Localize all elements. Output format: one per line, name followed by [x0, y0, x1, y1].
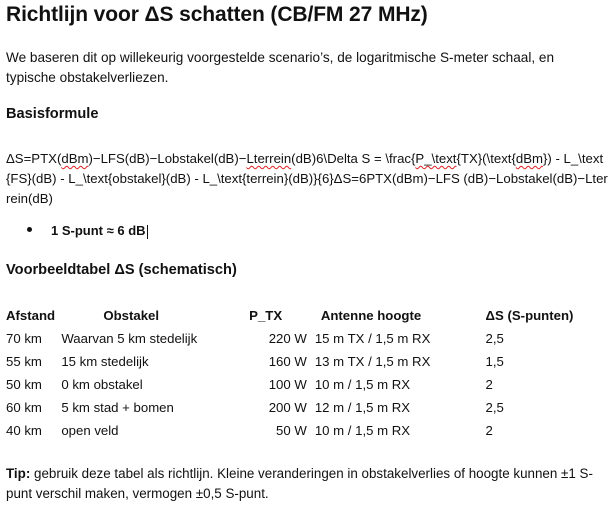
cell-obstakel: 15 km stedelijk — [61, 354, 149, 369]
formula-text: }) - L_\text{FS}(dB) - L_\text{obstakel}(dB) - L_\text{terrein}(dB)}{6}ΔS=6PTX(dBm)−LFS (dB)−Lobstakel(dB)−Lterrein(dB) — [6, 151, 608, 206]
bullet-text: 1 S-punt ≈ 6 dB — [51, 223, 146, 238]
intro-paragraph: We baseren dit op willekeurig voorgestelde scenario’s, de logaritmische S-meter schaal, en typische obstakelverliezen. — [6, 50, 555, 85]
formula-paragraph — [6, 149, 610, 209]
cell-afstand: 50 km — [6, 377, 42, 392]
text-cursor — [147, 225, 148, 239]
spelling-flagged-text: P_\text — [415, 151, 457, 166]
cell-ptx: 160 W — [268, 354, 307, 369]
cell-antenne-hoogte: 10 m / 1,5 m RX — [314, 377, 411, 392]
document-title: Richtlijn voor ΔS schatten (CB/FM 27 MHz) — [6, 3, 428, 26]
formula-text: ΔS=PTX( — [6, 151, 62, 166]
cell-afstand: 55 km — [6, 354, 42, 369]
formula-text: {TX}(\text{ — [456, 151, 516, 166]
cell-ptx: 220 W — [268, 331, 307, 346]
spelling-flagged-text: Lterrein — [246, 151, 292, 166]
tip-text: gebruik deze tabel als richtlijn. Kleine veranderingen in obstakelverlies of hoogte kunnen ±1 S-punt verschil maken, vermogen ±0,5 S-punt. — [6, 466, 593, 501]
cell-antenne-hoogte: 13 m TX / 1,5 m RX — [314, 354, 431, 369]
table-row — [6, 396, 610, 419]
bullet-item — [27, 223, 148, 239]
cell-ptx: 50 W — [276, 423, 307, 438]
cell-antenne-hoogte: 10 m / 1,5 m RX — [314, 423, 411, 438]
cell-delta-s: 2,5 — [485, 331, 504, 346]
cell-ptx: 100 W — [268, 377, 307, 392]
table-row — [6, 419, 610, 442]
bullet-icon — [27, 227, 32, 232]
example-table — [6, 304, 610, 442]
formula-heading: Basisformule — [6, 106, 99, 122]
cell-delta-s: 2 — [485, 423, 493, 438]
table-row — [6, 327, 610, 350]
cell-afstand: 70 km — [6, 331, 42, 346]
table-heading: Voorbeeldtabel ΔS (schematisch) — [6, 262, 237, 278]
tip-label: Tip: — [6, 466, 31, 481]
formula-text: )−LFS(dB)−Lobstakel(dB)− — [88, 151, 247, 166]
formula-text: (dB)6\Delta S = \frac{ — [291, 151, 416, 166]
table-header-row — [6, 304, 610, 327]
cell-antenne-hoogte: 12 m / 1,5 m RX — [314, 400, 411, 415]
cell-ptx: 200 W — [268, 400, 307, 415]
cell-afstand: 60 km — [6, 400, 42, 415]
cell-delta-s: 1,5 — [485, 354, 504, 369]
cell-obstakel: 0 km obstakel — [61, 377, 143, 392]
table-row — [6, 350, 610, 373]
cell-obstakel: 5 km stad + bomen — [61, 400, 174, 415]
spelling-flagged-text: dBm — [515, 151, 543, 166]
cell-antenne-hoogte: 15 m TX / 1,5 m RX — [314, 331, 431, 346]
column-header-obstakel: Obstakel — [103, 308, 160, 323]
cell-afstand: 40 km — [6, 423, 42, 438]
spelling-flagged-text: dBm — [61, 151, 89, 166]
column-header-afstand: Afstand — [6, 308, 56, 323]
table-row — [6, 373, 610, 396]
cell-obstakel: Waarvan 5 km stedelijk — [61, 331, 198, 346]
tip-paragraph — [6, 464, 610, 504]
cell-delta-s: 2 — [485, 377, 493, 392]
column-header-delta-s: ΔS (S-punten) — [485, 308, 574, 323]
cell-obstakel: open veld — [61, 423, 119, 438]
column-header-antenne-hoogte: Antenne hoogte — [320, 308, 422, 323]
cell-delta-s: 2,5 — [485, 400, 504, 415]
column-header-ptx: P_TX — [249, 308, 283, 323]
